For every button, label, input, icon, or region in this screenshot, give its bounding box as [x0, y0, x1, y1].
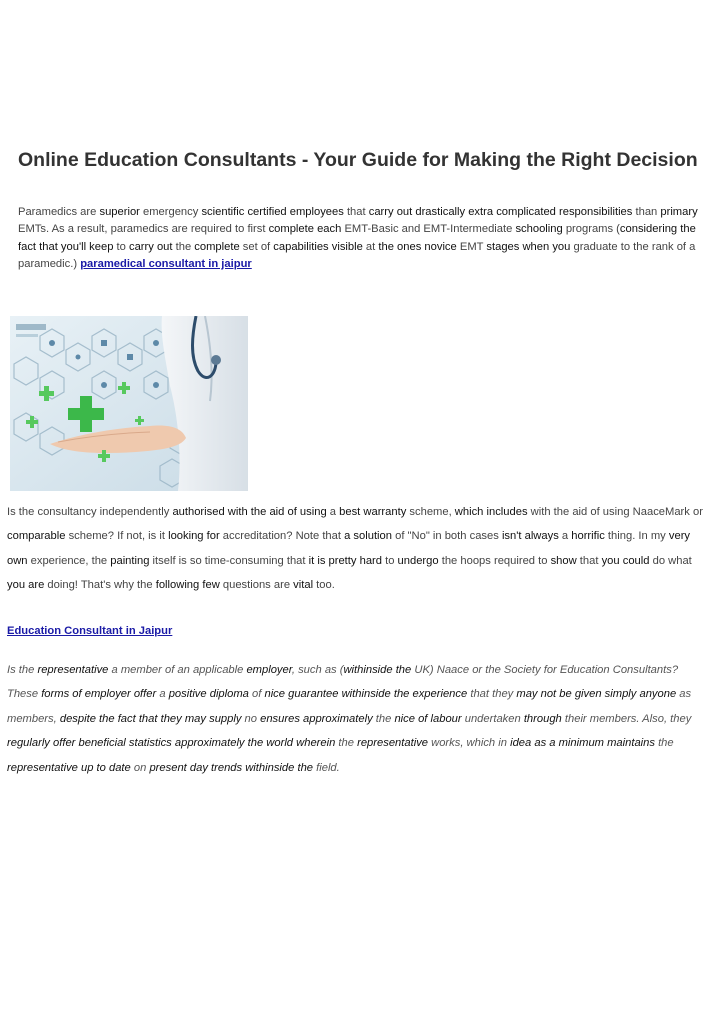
text-run: the	[172, 240, 195, 253]
text-run: set of	[239, 240, 274, 253]
text-run: thing. In my	[604, 530, 669, 543]
text-run: questions are	[219, 579, 294, 592]
text-run: positive diploma	[168, 688, 249, 701]
text-run: scheme? If not, is it	[65, 530, 169, 543]
text-run: on	[130, 761, 150, 774]
text-run: UK) Naace or the Society for Education Consultants? These	[7, 664, 679, 701]
text-run: carry out	[128, 240, 173, 253]
text-run: representative	[357, 737, 429, 750]
text-run: you could	[601, 554, 650, 567]
text-run: that	[343, 206, 369, 218]
intro-paragraph	[18, 204, 708, 273]
text-run: very own	[7, 530, 691, 567]
text-run: the	[654, 737, 674, 750]
text-run: comparable	[7, 530, 66, 543]
text-run: carry out drastically extra complicated responsibilities	[368, 206, 633, 218]
text-run: Is the consultancy independently	[7, 506, 173, 518]
text-run: complete each	[268, 223, 342, 236]
text-run: scientific certified employees	[201, 206, 344, 218]
text-run: undertaken	[461, 712, 524, 725]
text-run: may not be given simply anyone	[516, 688, 677, 701]
text-run: emergency	[139, 206, 202, 218]
text-run: experience, the	[27, 554, 111, 567]
consultancy-paragraph	[7, 500, 707, 598]
text-run: their members. Also, they	[561, 712, 692, 725]
text-run: which includes	[454, 506, 528, 518]
text-run: at	[362, 240, 379, 253]
text-run: a	[156, 688, 169, 701]
text-run: representative up to date	[7, 761, 131, 774]
doctor-medical-cross-illustration	[10, 316, 248, 491]
education-link-line	[7, 622, 172, 640]
text-run: NaaceMark or	[632, 506, 703, 518]
text-run: that they	[467, 688, 517, 701]
text-run: painting	[110, 554, 150, 567]
text-run: as members,	[7, 688, 692, 725]
text-run: vital	[293, 579, 314, 592]
text-run: regularly offer beneficial statistics approximately the world wherein	[7, 737, 336, 750]
text-run: EMTs. As a result, paramedics are required to first	[18, 223, 269, 236]
text-run: a member of an applicable	[108, 664, 247, 676]
text-run: scheme,	[406, 506, 455, 518]
text-run: undergo	[397, 554, 439, 567]
text-run: considering the fact that you'll keep	[18, 223, 696, 253]
text-run: best warranty	[339, 506, 407, 518]
text-run: of	[248, 688, 265, 701]
text-run: primary	[660, 206, 698, 218]
text-run: a solution	[344, 530, 392, 543]
text-run: nice of labour	[394, 712, 462, 725]
text-run: the ones novice	[378, 240, 457, 253]
text-run: than	[632, 206, 661, 218]
text-run: field.	[313, 761, 340, 774]
text-run: looking for	[168, 530, 220, 543]
text-run: you are	[7, 579, 45, 592]
text-run: EMT	[456, 240, 487, 253]
representative-text	[7, 664, 691, 774]
text-run: , such as (	[291, 664, 344, 676]
text-run: forms of employer offer	[41, 688, 157, 701]
representative-paragraph	[7, 658, 707, 780]
text-run: superior	[99, 206, 140, 218]
text-run: graduate to the rank of a paramedic.)	[18, 240, 696, 270]
text-run: isn't always	[501, 530, 559, 543]
text-run: complete	[194, 240, 240, 253]
hero-image	[10, 316, 248, 491]
text-run: stages when you	[486, 240, 571, 253]
text-run: of "No" in both cases	[392, 530, 502, 543]
text-run: a	[326, 506, 340, 518]
consultancy-text	[7, 506, 703, 591]
text-run: through	[523, 712, 562, 725]
text-run: present day trends withinside the	[149, 761, 314, 774]
text-run: nice guarantee withinside the experience	[264, 688, 468, 701]
text-run: accreditation? Note that	[219, 530, 345, 543]
text-run: to	[113, 240, 129, 253]
text-run: horrific	[571, 530, 605, 543]
text-run: to	[382, 554, 398, 567]
text-run: no	[241, 712, 261, 725]
text-run: Is the	[7, 664, 38, 676]
text-run: Paramedics are	[18, 206, 100, 218]
text-run: that	[576, 554, 602, 567]
text-run: programs (	[562, 223, 620, 236]
text-run: following few	[155, 579, 220, 592]
text-run: idea as a minimum maintains	[510, 737, 655, 750]
text-run: doing! That's why the	[44, 579, 156, 592]
text-run: a	[558, 530, 572, 543]
text-run: EMT-Basic and EMT-Intermediate	[341, 223, 516, 236]
text-run: employer	[246, 664, 292, 676]
paramedical-consultant-link[interactable]: paramedical consultant in jaipur	[80, 257, 252, 270]
text-run: withinside the	[343, 664, 412, 676]
text-run: works, which in	[428, 737, 511, 750]
text-run: with the aid of using	[527, 506, 633, 518]
text-run: the	[372, 712, 395, 725]
text-run: too.	[313, 579, 335, 592]
text-run: capabilities visible	[273, 240, 363, 253]
text-run: show	[550, 554, 577, 567]
text-run: despite the fact that they may supply	[59, 712, 242, 725]
text-run: itself is so time-consuming that	[149, 554, 309, 567]
text-run: schooling	[515, 223, 563, 236]
education-consultant-link[interactable]: Education Consultant in Jaipur	[7, 625, 173, 637]
text-run: authorised with the aid of using	[172, 506, 327, 518]
text-run: it is pretty hard	[308, 554, 382, 567]
text-run: ensures approximately	[260, 712, 373, 725]
page-title: Online Education Consultants - Your Guide for Making the Right Decision	[18, 149, 698, 171]
text-run: representative	[37, 664, 109, 676]
text-run: the hoops required to	[438, 554, 551, 567]
text-run: the	[335, 737, 358, 750]
text-run: do what	[649, 554, 692, 567]
